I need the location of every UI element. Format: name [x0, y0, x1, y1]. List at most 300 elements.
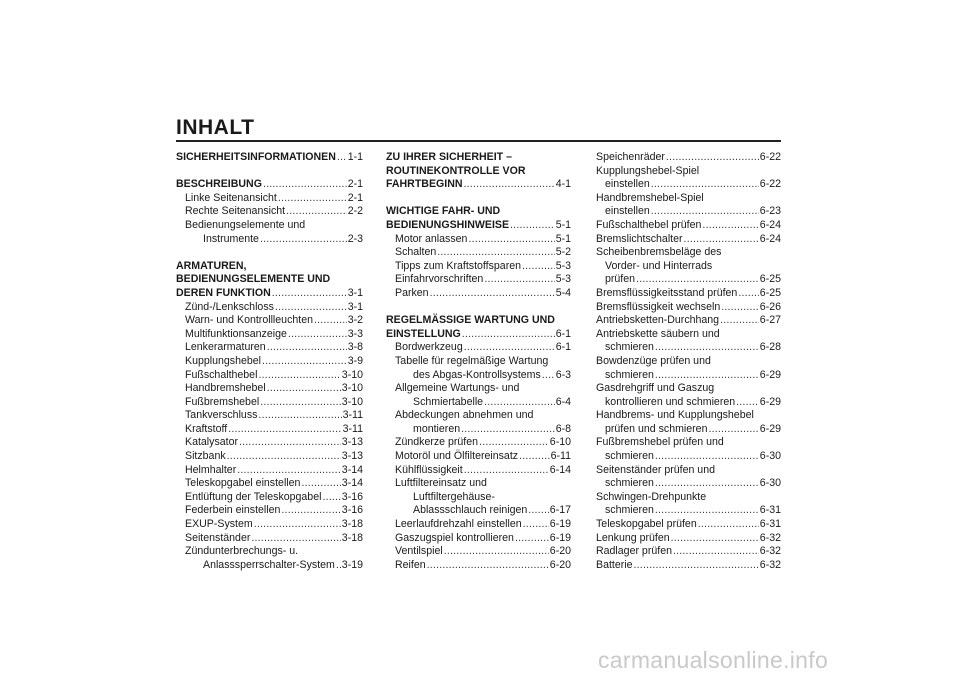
- toc-entry[interactable]: [386, 450, 571, 464]
- toc-leader-dots: [720, 314, 759, 328]
- toc-leader-dots: [430, 287, 555, 301]
- toc-entry[interactable]: [176, 450, 363, 464]
- watermark: carmanualsonline.info: [598, 647, 829, 673]
- toc-leader-dots: [267, 341, 347, 355]
- toc-entry-title: FAHRTBEGINN: [386, 178, 463, 191]
- toc-entry: [386, 477, 571, 491]
- toc-page-number: 4-1: [555, 178, 571, 191]
- toc-page-number: 6-8: [555, 422, 571, 435]
- toc-leader-dots: [736, 396, 759, 410]
- toc-page-number: 6-29: [759, 422, 781, 435]
- toc-leader-dots: [275, 301, 347, 315]
- toc-entry[interactable]: [176, 491, 363, 505]
- toc-entry: [386, 409, 571, 423]
- toc-entry-title: Parken: [395, 286, 429, 299]
- toc-section-heading: [386, 151, 571, 165]
- toc-spacer: [176, 165, 363, 179]
- toc-entry[interactable]: [596, 559, 781, 573]
- toc-entry[interactable]: [176, 369, 363, 383]
- toc-entry[interactable]: [176, 504, 363, 518]
- toc-entry-title: Zündunterbrechungs- u.: [185, 545, 299, 558]
- toc-page-number: 6-20: [549, 558, 571, 571]
- toc-page-number: 3-13: [341, 450, 363, 463]
- toc-entry-title: Ventilspiel: [395, 545, 443, 558]
- toc-entry-title: SICHERHEITSINFORMATIONEN: [176, 151, 336, 163]
- toc-leader-dots: [464, 464, 549, 478]
- toc-page-number: 3-10: [341, 395, 363, 408]
- toc-entry-title: BEDIENUNGSELEMENTE UND: [176, 273, 331, 286]
- toc-entry-title: schmieren: [605, 504, 654, 517]
- toc-page-number: 3-2: [347, 314, 363, 327]
- toc-leader-dots: [464, 341, 555, 355]
- toc-leader-dots: [258, 409, 341, 423]
- toc-entry-title: Kühlflüssigkeit: [395, 463, 463, 476]
- toc-leader-dots: [301, 477, 340, 491]
- toc-entry-title: Teleskopgabel prüfen: [596, 518, 697, 531]
- toc-leader-dots: [671, 532, 759, 546]
- toc-entry-title: Kraftstoff: [185, 422, 228, 435]
- toc-entry-title: Multifunktionsanzeige: [185, 327, 287, 340]
- toc-page-number: 6-25: [759, 273, 781, 286]
- toc-page-number: 6-30: [759, 450, 781, 463]
- toc-page-number: 3-9: [347, 354, 363, 367]
- toc-entry[interactable]: [176, 314, 363, 328]
- toc-entry-title: Fußschalthebel prüfen: [596, 218, 702, 231]
- toc-leader-dots: [322, 491, 340, 505]
- toc-entry[interactable]: [596, 273, 781, 287]
- toc-page-number: 3-14: [341, 477, 363, 490]
- toc-entry[interactable]: [596, 369, 781, 383]
- toc-entry: [176, 219, 363, 233]
- toc-leader-dots: [519, 450, 550, 464]
- toc-entry-title: Gasdrehgriff und Gaszug: [596, 382, 715, 395]
- toc-entry-title: Bremsflüssigkeit wechseln: [596, 300, 721, 313]
- toc-page-number: 6-30: [759, 477, 781, 490]
- toc-page-number: 3-8: [347, 341, 363, 354]
- toc-page-number: 3-11: [342, 409, 363, 422]
- toc-entry[interactable]: [176, 233, 363, 247]
- toc-page-number: 6-31: [759, 504, 781, 517]
- toc-page-number: 2-2: [347, 205, 363, 218]
- toc-page-number: 6-28: [759, 341, 781, 354]
- toc-entry-title: Instrumente: [203, 232, 259, 245]
- toc-column-2: [386, 151, 571, 572]
- toc-leader-dots: [237, 464, 341, 478]
- toc-entry: [596, 491, 781, 505]
- toc-entry-title: Warn- und Kontrollleuchten: [185, 314, 313, 327]
- toc-entry[interactable]: [176, 436, 363, 450]
- toc-leader-dots: [468, 233, 554, 247]
- toc-entry: [596, 192, 781, 206]
- toc-page-number: 6-4: [555, 395, 571, 408]
- toc-entry[interactable]: [386, 436, 571, 450]
- toc-leader-dots: [655, 369, 759, 383]
- toc-entry[interactable]: [386, 233, 571, 247]
- toc-page-number: 6-22: [759, 178, 781, 191]
- toc-page-number: 6-19: [549, 531, 571, 544]
- toc-page-number: 3-11: [342, 422, 363, 435]
- toc-page-number: 2-3: [347, 232, 363, 245]
- toc-entry-title: Bowdenzüge prüfen und: [596, 354, 711, 367]
- toc-leader-dots: [462, 328, 555, 342]
- toc-page-number: 6-25: [759, 286, 781, 299]
- toc-entry[interactable]: [176, 477, 363, 491]
- toc-entry[interactable]: [176, 532, 363, 546]
- toc-entry-title: Zündkerze prüfen: [395, 436, 479, 449]
- toc-entry-title: Bordwerkzeug: [395, 341, 463, 354]
- toc-entry-title: Tankverschluss: [185, 409, 258, 422]
- toc-entry[interactable]: [596, 423, 781, 437]
- toc-entry[interactable]: [176, 192, 363, 206]
- toc-spacer: [176, 246, 363, 260]
- toc-page-number: 3-10: [341, 368, 363, 381]
- toc-entry-title: Radlager prüfen: [596, 545, 672, 558]
- toc-leader-dots: [239, 436, 341, 450]
- toc-page-number: 6-26: [759, 300, 781, 313]
- toc-page-number: 6-11: [550, 450, 571, 463]
- toc-entry[interactable]: [386, 423, 571, 437]
- toc-entry: [596, 382, 781, 396]
- toc-entry-title: einstellen: [605, 178, 650, 191]
- toc-leader-dots: [510, 219, 555, 233]
- toc-leader-dots: [634, 559, 759, 573]
- toc-entry: [596, 246, 781, 260]
- toc-entry[interactable]: [596, 396, 781, 410]
- toc-entry[interactable]: [386, 341, 571, 355]
- toc-entry-title: Fußbremshebel prüfen und: [596, 436, 724, 449]
- toc-entry: [176, 545, 363, 559]
- toc-leader-dots: [655, 450, 759, 464]
- toc-page-number: 5-4: [555, 286, 571, 299]
- toc-page-number: 3-1: [347, 286, 363, 299]
- toc-leader-dots: [651, 205, 759, 219]
- toc-entry-title: Antriebskette säubern und: [596, 327, 720, 340]
- toc-page-number: 6-32: [759, 545, 781, 558]
- toc-section-heading[interactable]: [386, 219, 571, 233]
- toc-entry-title: Vorder- und Hinterrads: [605, 259, 713, 272]
- toc-page-number: 5-1: [555, 232, 571, 245]
- toc-section-heading[interactable]: [176, 287, 363, 301]
- toc-entry[interactable]: [176, 355, 363, 369]
- toc-page-number: 2-1: [347, 178, 363, 191]
- toc-entry-title: Motor anlassen: [395, 232, 468, 245]
- toc-entry-title: einstellen: [605, 205, 650, 218]
- toc-entry-title: Entlüftung der Teleskopgabel: [185, 490, 322, 503]
- toc-entry-title: prüfen und schmieren: [605, 422, 708, 435]
- toc-entry[interactable]: [176, 328, 363, 342]
- toc-page-number: 3-16: [341, 490, 363, 503]
- toc-page-number: 6-10: [549, 436, 571, 449]
- toc-page-number: 6-24: [759, 232, 781, 245]
- toc-section-heading[interactable]: [176, 178, 363, 192]
- toc-entry[interactable]: [386, 559, 571, 573]
- toc-entry-title: des Abgas-Kontrollsystems: [413, 368, 541, 381]
- toc-entry-title: Lenkerarmaturen: [185, 341, 266, 354]
- toc-column-3: [596, 151, 781, 572]
- toc-entry-title: Abdeckungen abnehmen und: [395, 409, 534, 422]
- toc-leader-dots: [260, 233, 347, 247]
- toc-entry[interactable]: [176, 559, 363, 573]
- toc-page-number: 3-18: [341, 531, 363, 544]
- toc-page-number: 6-14: [549, 463, 571, 476]
- toc-entry-title: Motoröl und Ölfiltereinsatz: [395, 450, 519, 463]
- toc-entry-title: Ablassschlauch reinigen: [413, 504, 528, 517]
- toc-entry: [386, 382, 571, 396]
- toc-leader-dots: [262, 355, 347, 369]
- toc-section-heading[interactable]: [176, 151, 363, 165]
- toc-leader-dots: [651, 178, 759, 192]
- toc-leader-dots: [260, 396, 341, 410]
- toc-column-1: [176, 151, 363, 572]
- toc-entry-title: schmieren: [605, 477, 654, 490]
- toc-entry[interactable]: [386, 396, 571, 410]
- toc-entry-title: Antriebsketten-Durchhang: [596, 314, 720, 327]
- toc-entry-title: REGELMÄSSIGE WARTUNG UND: [386, 314, 555, 327]
- toc-entry: [386, 355, 571, 369]
- toc-leader-dots: [684, 233, 759, 247]
- toc-entry[interactable]: [386, 369, 571, 383]
- toc-entry-title: BEDIENUNGSHINWEISE: [386, 218, 510, 231]
- toc-entry-title: Speichenräder: [596, 151, 665, 163]
- toc-entry[interactable]: [176, 423, 363, 437]
- toc-section-heading[interactable]: [386, 178, 571, 192]
- toc-page-number: 2-1: [347, 191, 363, 204]
- toc-entry-title: Lenkung prüfen: [596, 531, 670, 544]
- toc-entry: [386, 491, 571, 505]
- toc-entry[interactable]: [596, 532, 781, 546]
- toc-entry-title: prüfen: [605, 273, 636, 286]
- toc-entry[interactable]: [596, 518, 781, 532]
- toc-entry-title: Allgemeine Wartungs- und: [395, 382, 520, 395]
- toc-leader-dots: [655, 504, 759, 518]
- toc-entry[interactable]: [176, 396, 363, 410]
- toc-section-heading: [386, 205, 571, 219]
- toc-entry[interactable]: [596, 341, 781, 355]
- toc-leader-dots: [228, 423, 341, 437]
- toc-page-number: 6-32: [759, 531, 781, 544]
- toc-leader-dots: [278, 192, 347, 206]
- toc-entry: [596, 328, 781, 342]
- toc-leader-dots: [666, 151, 759, 165]
- toc-entry-title: schmieren: [605, 341, 654, 354]
- toc-leader-dots: [698, 518, 759, 532]
- toc-page-number: 5-3: [555, 273, 571, 286]
- toc-entry-title: Linke Seitenansicht: [185, 191, 277, 204]
- toc-entry-title: Schalten: [395, 246, 437, 259]
- toc-entry[interactable]: [386, 518, 571, 532]
- toc-spacer: [386, 192, 571, 206]
- toc-page-number: 6-31: [759, 518, 781, 531]
- toc-entry-title: BESCHREIBUNG: [176, 178, 262, 191]
- toc-entry: [596, 260, 781, 274]
- toc-entry[interactable]: [596, 178, 781, 192]
- toc-page-number: 5-2: [555, 246, 571, 259]
- toc-entry-title: Zünd-/Lenkschloss: [185, 300, 274, 313]
- toc-spacer: [386, 301, 571, 315]
- toc-leader-dots: [464, 178, 555, 192]
- toc-page-number: 6-24: [759, 218, 781, 231]
- toc-entry[interactable]: [596, 450, 781, 464]
- toc-entry-title: Sitzbank: [185, 450, 226, 463]
- toc-entry-title: Schwingen-Drehpunkte: [596, 490, 707, 503]
- toc-entry-title: Handbremshebel-Spiel: [596, 191, 704, 204]
- toc-leader-dots: [673, 545, 759, 559]
- title-rule: [176, 140, 781, 142]
- toc-leader-dots: [281, 504, 340, 518]
- toc-entry[interactable]: [386, 260, 571, 274]
- toc-entry-title: Handbremshebel: [185, 382, 266, 395]
- toc-page-number: 3-1: [347, 300, 363, 313]
- toc-section-heading[interactable]: [386, 328, 571, 342]
- toc-leader-dots: [288, 328, 347, 342]
- toc-leader-dots: [738, 287, 758, 301]
- toc-entry-title: Handbrems- und Kupplungshebel: [596, 409, 754, 422]
- toc-section-heading: [176, 273, 363, 287]
- toc-entry[interactable]: [386, 504, 571, 518]
- toc-entry-title: kontrollieren und schmieren: [605, 395, 736, 408]
- toc-entry-title: Seitenständer: [185, 531, 251, 544]
- toc-leader-dots: [522, 260, 555, 274]
- toc-leader-dots: [655, 477, 759, 491]
- toc-leader-dots: [254, 518, 341, 532]
- toc-entry[interactable]: [596, 477, 781, 491]
- toc-entry-title: Anlasssperrschalter-System: [203, 558, 335, 571]
- toc-entry-title: Fußbremshebel: [185, 395, 260, 408]
- toc-leader-dots: [286, 205, 347, 219]
- toc-entry[interactable]: [596, 233, 781, 247]
- toc-entry[interactable]: [596, 151, 781, 165]
- toc-leader-dots: [484, 273, 554, 287]
- toc-entry[interactable]: [596, 504, 781, 518]
- toc-entry-title: Katalysator: [185, 436, 238, 449]
- toc-entry-title: Tabelle für regelmäßige Wartung: [395, 354, 549, 367]
- toc-entry[interactable]: [176, 464, 363, 478]
- toc-entry-title: Kupplungshebel: [185, 354, 261, 367]
- toc-entry-title: Reifen: [395, 558, 426, 571]
- toc-entry[interactable]: [386, 464, 571, 478]
- toc-entry[interactable]: [176, 301, 363, 315]
- toc-entry[interactable]: [596, 301, 781, 315]
- toc-leader-dots: [437, 246, 554, 260]
- toc-entry-title: Batterie: [596, 558, 633, 571]
- toc-entry[interactable]: [386, 287, 571, 301]
- toc-leader-dots: [636, 273, 759, 287]
- toc-page-number: 6-19: [549, 518, 571, 531]
- toc-entry: [596, 409, 781, 423]
- toc-section-heading: [386, 314, 571, 328]
- toc-entry-title: ROUTINEKONTROLLE VOR: [386, 164, 526, 177]
- toc-entry-title: Leerlaufdrehzahl einstellen: [395, 518, 522, 531]
- toc-page-number: 3-18: [341, 518, 363, 531]
- toc-entry[interactable]: [596, 545, 781, 559]
- toc-leader-dots: [444, 545, 549, 559]
- toc-entry[interactable]: [176, 518, 363, 532]
- toc-entry-title: Seitenständer prüfen und: [596, 463, 715, 476]
- toc-page-number: 6-20: [549, 545, 571, 558]
- toc-page-number: 6-32: [759, 558, 781, 571]
- toc-page-number: 6-23: [759, 205, 781, 218]
- toc-entry[interactable]: [176, 205, 363, 219]
- toc-entry-title: Tipps zum Kraftstoffsparen: [395, 259, 522, 272]
- toc-leader-dots: [267, 382, 341, 396]
- toc-entry[interactable]: [386, 545, 571, 559]
- toc-entry-title: Federbein einstellen: [185, 504, 281, 517]
- toc-page-number: 3-3: [347, 327, 363, 340]
- toc-entry-title: Einfahrvorschriften: [395, 273, 484, 286]
- toc-entry[interactable]: [386, 246, 571, 260]
- toc-entry[interactable]: [176, 341, 363, 355]
- toc-leader-dots: [336, 559, 341, 573]
- toc-entry[interactable]: [176, 382, 363, 396]
- toc-page-number: 1-1: [347, 151, 363, 163]
- toc-entry: [596, 355, 781, 369]
- toc-entry-title: montieren: [413, 422, 461, 435]
- toc-entry-title: Luftfiltereinsatz und: [395, 477, 487, 490]
- toc-page-number: 3-10: [341, 382, 363, 395]
- toc-section-heading: [386, 165, 571, 179]
- toc-entry: [596, 464, 781, 478]
- toc-leader-dots: [227, 450, 341, 464]
- toc-leader-dots: [523, 518, 549, 532]
- toc-leader-dots: [479, 436, 549, 450]
- toc-entry[interactable]: [596, 219, 781, 233]
- toc-entry-title: EXUP-System: [185, 518, 253, 531]
- toc-leader-dots: [702, 219, 758, 233]
- toc-entry-title: Bedienungselemente und: [185, 218, 306, 231]
- toc-leader-dots: [461, 423, 555, 437]
- toc-entry-title: DEREN FUNKTION: [176, 286, 271, 299]
- toc-entry-title: EINSTELLUNG: [386, 327, 461, 340]
- toc-leader-dots: [427, 559, 549, 573]
- toc-entry[interactable]: [386, 532, 571, 546]
- toc-page-number: 6-29: [759, 368, 781, 381]
- toc-entry-title: Bremsflüssigkeitsstand prüfen: [596, 286, 738, 299]
- toc-entry[interactable]: [176, 409, 363, 423]
- toc-leader-dots: [272, 287, 347, 301]
- toc-leader-dots: [337, 151, 347, 165]
- toc-entry: [596, 436, 781, 450]
- toc-entry[interactable]: [596, 314, 781, 328]
- toc-page-number: 6-1: [555, 341, 571, 354]
- toc-page-number: 6-17: [549, 504, 571, 517]
- toc-entry-title: Kupplungshebel-Spiel: [596, 164, 700, 177]
- toc-leader-dots: [251, 532, 340, 546]
- toc-page-number: 3-19: [341, 558, 363, 571]
- toc-page-number: 6-1: [555, 327, 571, 340]
- toc-leader-dots: [314, 314, 347, 328]
- page-title: INHALT: [176, 116, 255, 139]
- toc-entry[interactable]: [386, 273, 571, 287]
- toc-entry-title: schmieren: [605, 450, 654, 463]
- toc-page-number: 6-22: [759, 151, 781, 163]
- toc-leader-dots: [655, 341, 759, 355]
- toc-entry[interactable]: [596, 205, 781, 219]
- toc-leader-dots: [263, 178, 347, 192]
- toc-entry-title: Helmhalter: [185, 463, 237, 476]
- toc-leader-dots: [721, 301, 759, 315]
- toc-page-number: 5-1: [555, 218, 571, 231]
- toc-entry-title: schmieren: [605, 368, 654, 381]
- toc-page-number: 3-16: [341, 504, 363, 517]
- toc-page-number: 3-13: [341, 436, 363, 449]
- toc-entry-title: Scheibenbremsbeläge des: [596, 246, 722, 259]
- toc-entry-title: Gaszugspiel kontrollieren: [395, 531, 514, 544]
- toc-entry[interactable]: [596, 287, 781, 301]
- toc-leader-dots: [484, 396, 555, 410]
- toc-section-heading: [176, 260, 363, 274]
- toc-page-number: 5-3: [555, 259, 571, 272]
- toc-leader-dots: [542, 369, 555, 383]
